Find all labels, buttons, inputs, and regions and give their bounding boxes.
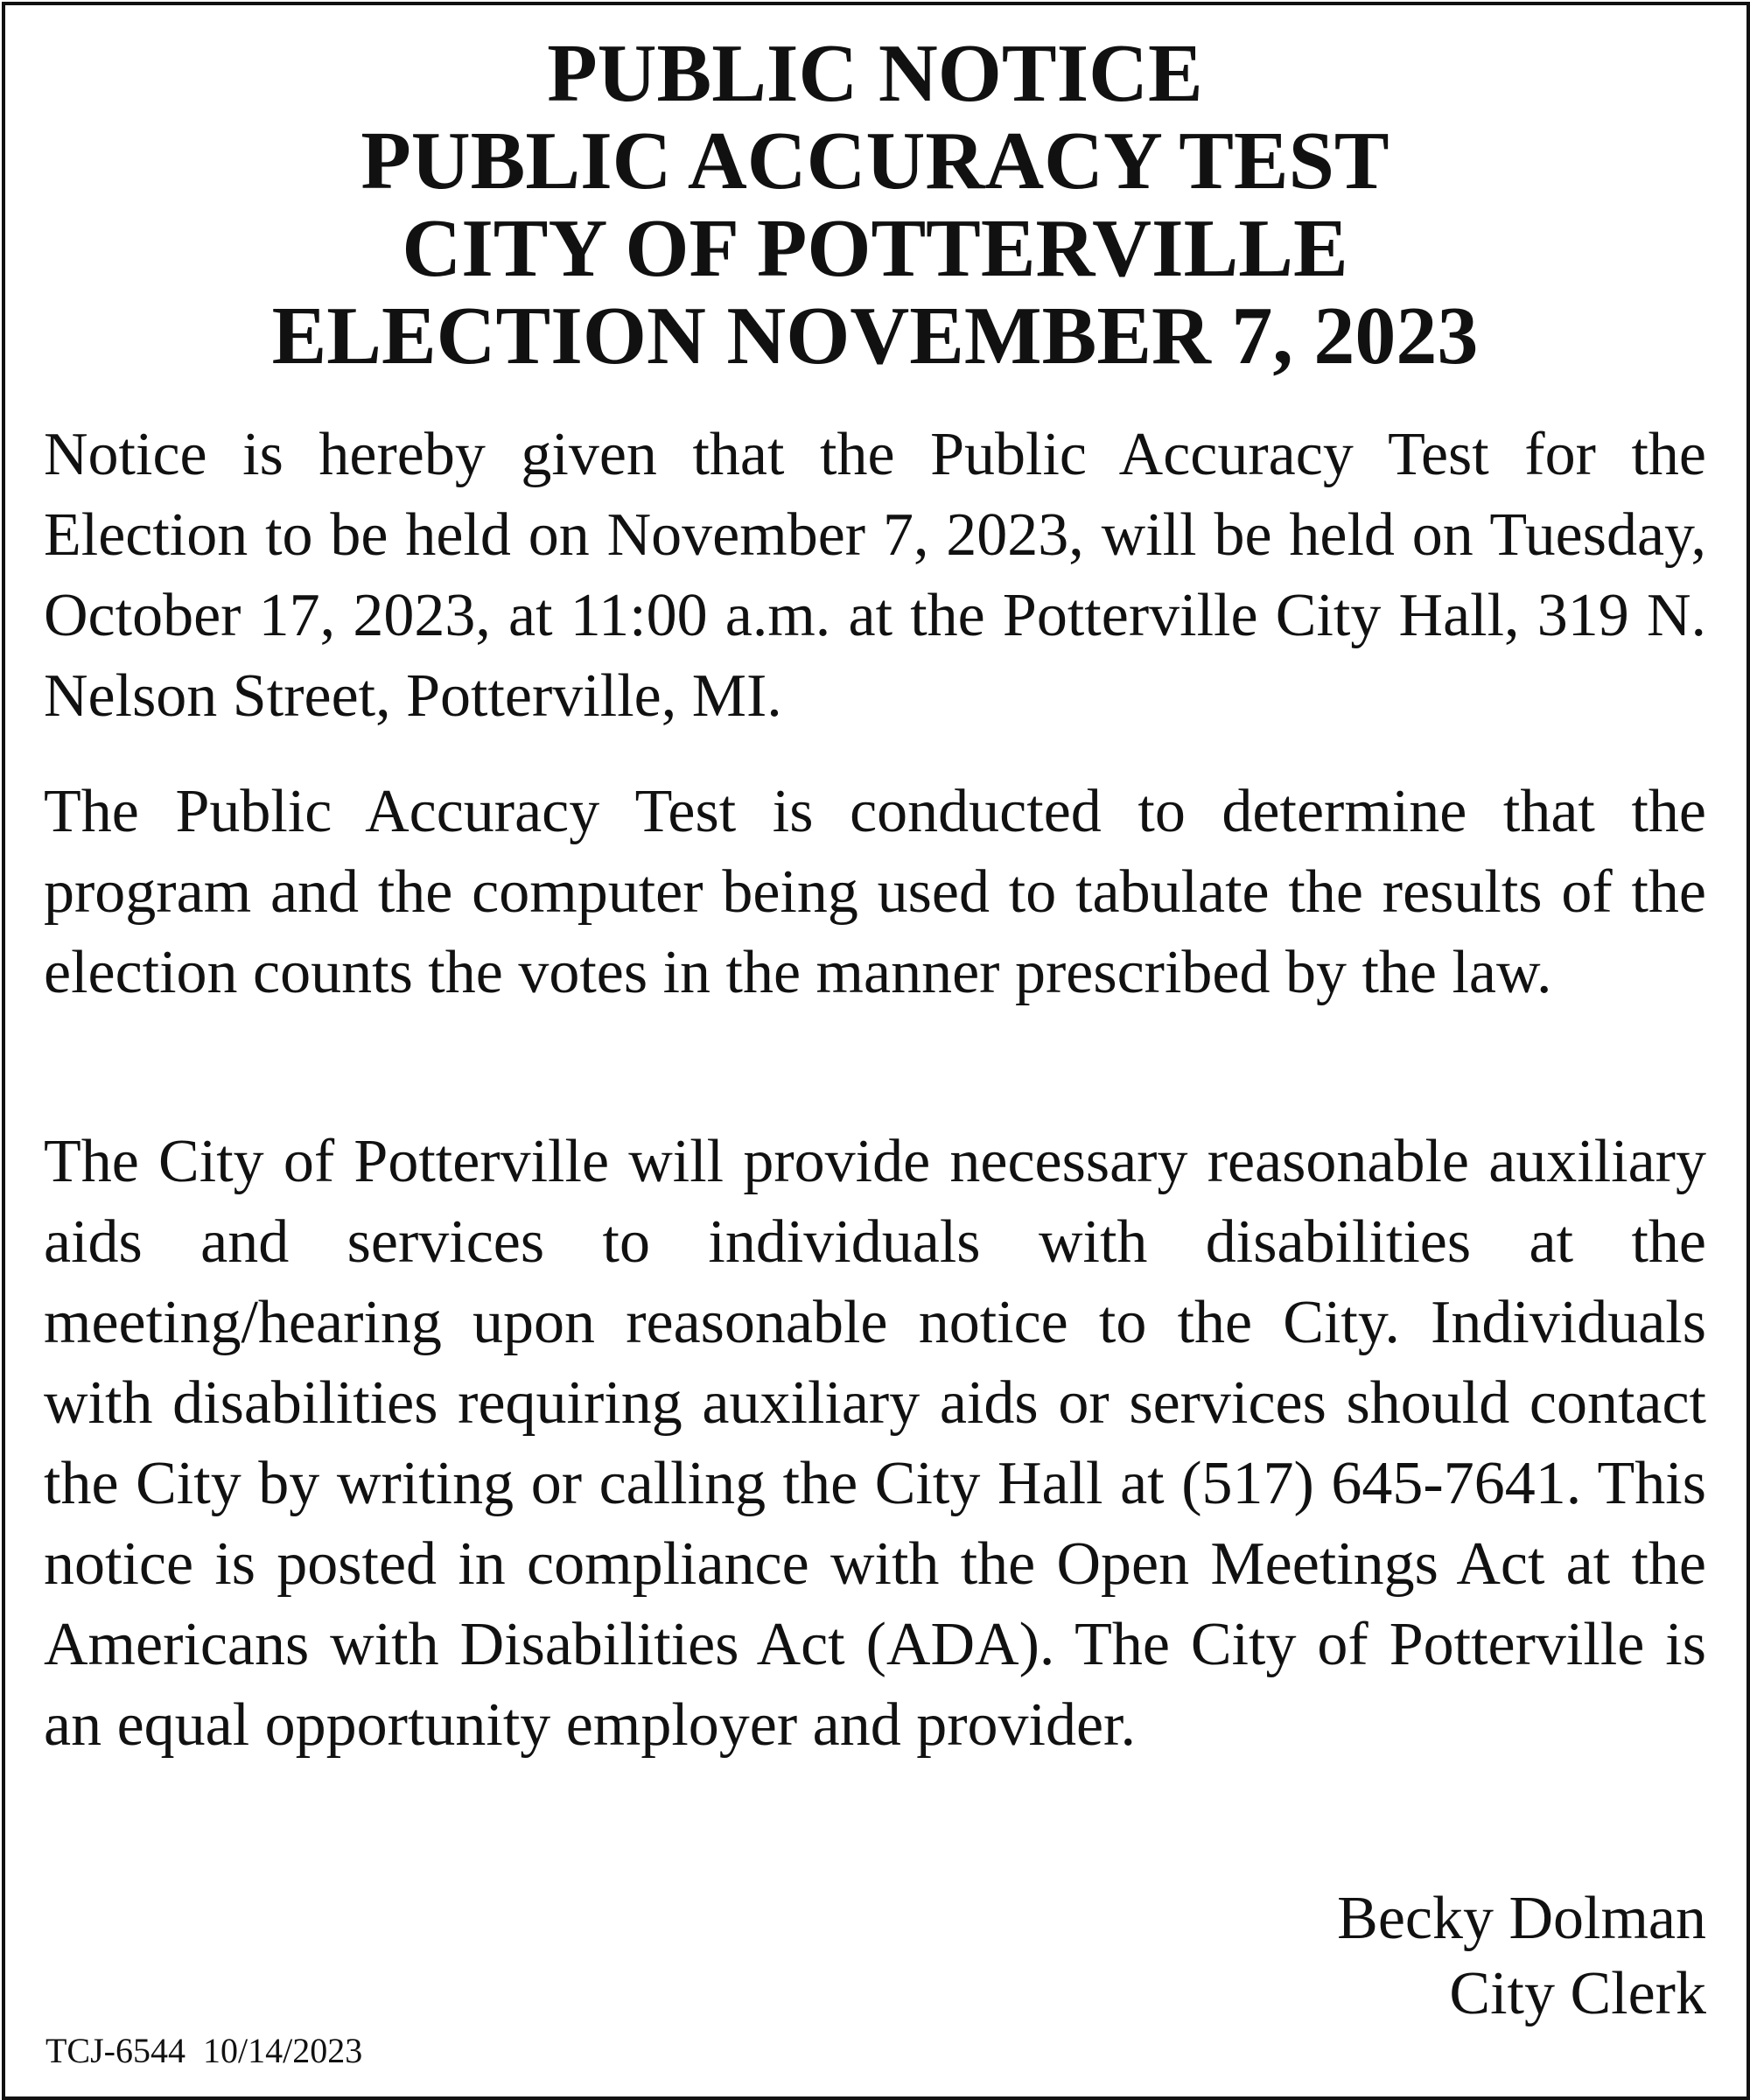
signature-name: Becky Dolman [1337,1885,1706,1952]
notice-heading [0,30,1750,380]
paragraph-accessibility: The City of Potterville will provide necessary reasonable auxiliary aids and services to individuals with disabilities at the meeting/hearing upon reasonable notice to the City. Individuals with disabilities requiring auxiliary aids or services should contact the City by writing or calling the City Hall at (517) 645-7641. This notice is posted in compliance with the Open Meetings Act at the Americans with Disabilities Act (ADA). The City of Potterville is an equal opportunity employer and provider. [44,1128,1706,1759]
heading-line-public-notice: PUBLIC NOTICE [547,28,1203,119]
signature-block [1337,1881,1706,2032]
signature-title: City Clerk [1449,1960,1706,2027]
paragraph-test-purpose: The Public Accuracy Test is conducted to determine that the program and the computer being used to tabulate the results of the election counts the votes in the manner prescribed by the law. [44,778,1706,1006]
heading-line-public-accuracy-test: PUBLIC ACCURACY TEST [360,116,1390,206]
paragraph-test-schedule: Notice is hereby given that the Public Accuracy Test for the Election to be held on November 7, 2023, will be held on Tuesday, October 17, 2023, at 11:00 a.m. at the Potterville City Hall, 319 N. Nelson Street, Potterville, MI. [44,421,1706,730]
publication-reference: TCJ-6544 10/14/2023 [46,2031,363,2070]
heading-line-election-date: ELECTION NOVEMBER 7, 2023 [271,290,1479,382]
heading-line-city-of-potterville: CITY OF POTTERVILLE [402,203,1348,294]
